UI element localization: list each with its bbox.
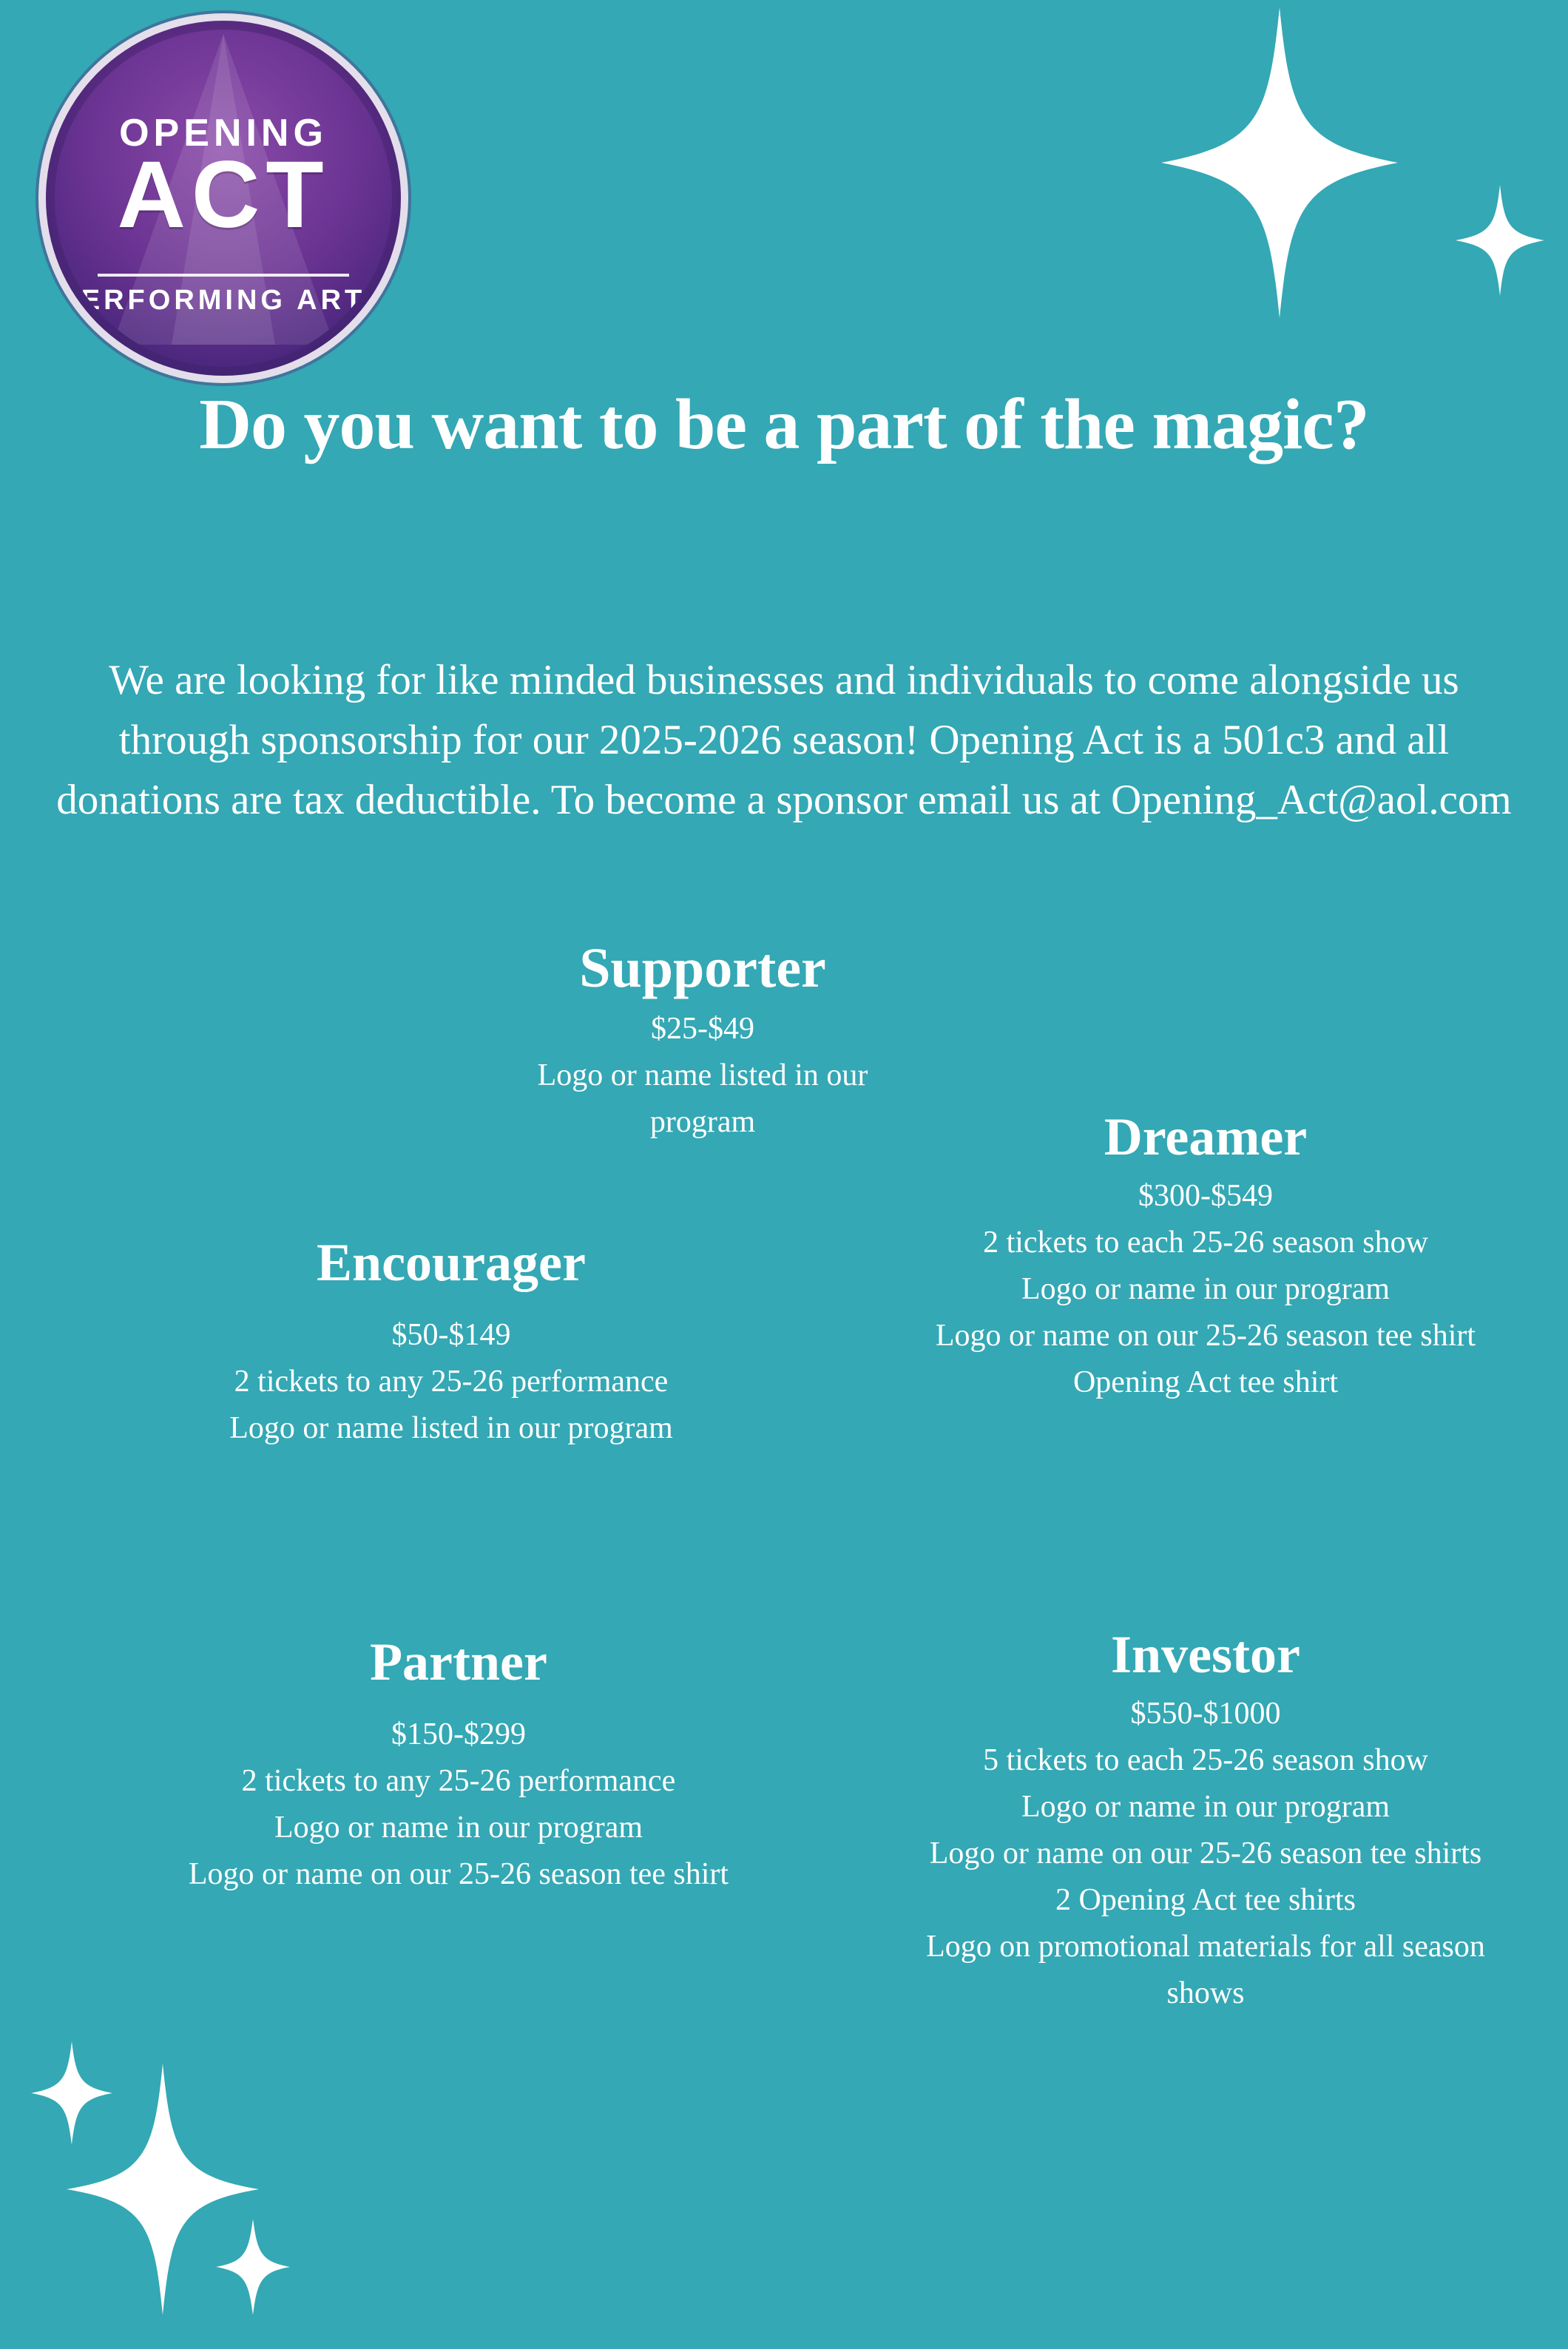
sparkle-icon-small-bottom-left bbox=[31, 2041, 112, 2145]
logo-word-act: ACT bbox=[117, 142, 330, 248]
tier-investor-benefit: 2 Opening Act tee shirts bbox=[1055, 1882, 1356, 1917]
logo-word-performing-arts: PERFORMING ARTS bbox=[58, 285, 388, 316]
tier-investor-benefit: 5 tickets to each 25-26 season show bbox=[983, 1743, 1428, 1777]
logo-word-opening: OPENING bbox=[119, 112, 328, 155]
tier-partner-benefit: Logo or name on our 25-26 season tee shirt bbox=[188, 1856, 729, 1891]
tier-partner-title: Partner bbox=[370, 1632, 547, 1691]
sparkle-icon-large-bottom-left bbox=[67, 2064, 259, 2315]
tier-encourager bbox=[89, 1235, 814, 1452]
tier-encourager-benefit: 2 tickets to any 25-26 performance bbox=[234, 1364, 669, 1399]
sparkle-icon-tiny-bottom-left bbox=[216, 2219, 290, 2315]
tier-investor-benefit: Logo or name in our program bbox=[1021, 1789, 1390, 1824]
tier-dreamer-title: Dreamer bbox=[1104, 1107, 1308, 1166]
sparkle-icon-large-top-right bbox=[1161, 7, 1398, 318]
tier-investor-benefit: Logo or name on our 25-26 season tee shirts bbox=[929, 1836, 1482, 1870]
logo-divider bbox=[98, 274, 349, 277]
tier-dreamer-benefit: Opening Act tee shirt bbox=[1072, 1365, 1339, 1399]
tier-dreamer-price: $300-$549 bbox=[1138, 1178, 1273, 1213]
logo bbox=[38, 13, 408, 383]
tier-investor-benefit: Logo on promotional materials for all season shows bbox=[926, 1929, 1485, 2010]
logo-outer-ring bbox=[38, 13, 408, 383]
tier-partner-benefit: 2 tickets to any 25-26 performance bbox=[241, 1763, 676, 1798]
tier-partner-price: $150-$299 bbox=[391, 1717, 526, 1751]
tier-investor-title: Investor bbox=[1111, 1625, 1300, 1684]
page-title: Do you want to be a part of the magic? bbox=[199, 385, 1369, 464]
tier-supporter-benefit: Logo or name listed in our program bbox=[537, 1058, 868, 1139]
tier-dreamer-benefit: 2 tickets to each 25-26 season show bbox=[983, 1225, 1428, 1260]
tier-investor-price: $550-$1000 bbox=[1130, 1696, 1281, 1731]
tier-encourager-title: Encourager bbox=[317, 1233, 586, 1292]
tier-dreamer-benefit: Logo or name in our program bbox=[1021, 1271, 1390, 1306]
tier-dreamer bbox=[873, 1109, 1538, 1406]
tier-supporter-title: Supporter bbox=[579, 937, 826, 999]
tier-supporter-price: $25-$49 bbox=[651, 1011, 754, 1046]
tier-encourager-benefit: Logo or name listed in our program bbox=[229, 1410, 673, 1445]
tier-dreamer-benefit: Logo or name on our 25-26 season tee shirt bbox=[935, 1318, 1476, 1353]
tier-encourager-price: $50-$149 bbox=[391, 1317, 511, 1352]
intro-paragraph: We are looking for like minded businesses and individuals to come alongside us through sponsorship for our 2025-2026 season! Opening Act is a 501c3 and all donations are tax deductible. To become a sponsor email us at Opening_Act@aol.com bbox=[56, 657, 1512, 823]
tier-partner-benefit: Logo or name in our program bbox=[274, 1810, 643, 1845]
logo-inner-circle bbox=[55, 30, 392, 367]
tier-partner bbox=[133, 1632, 784, 1898]
tier-investor bbox=[888, 1627, 1524, 2017]
sparkle-icon-small-top-right bbox=[1456, 185, 1544, 296]
